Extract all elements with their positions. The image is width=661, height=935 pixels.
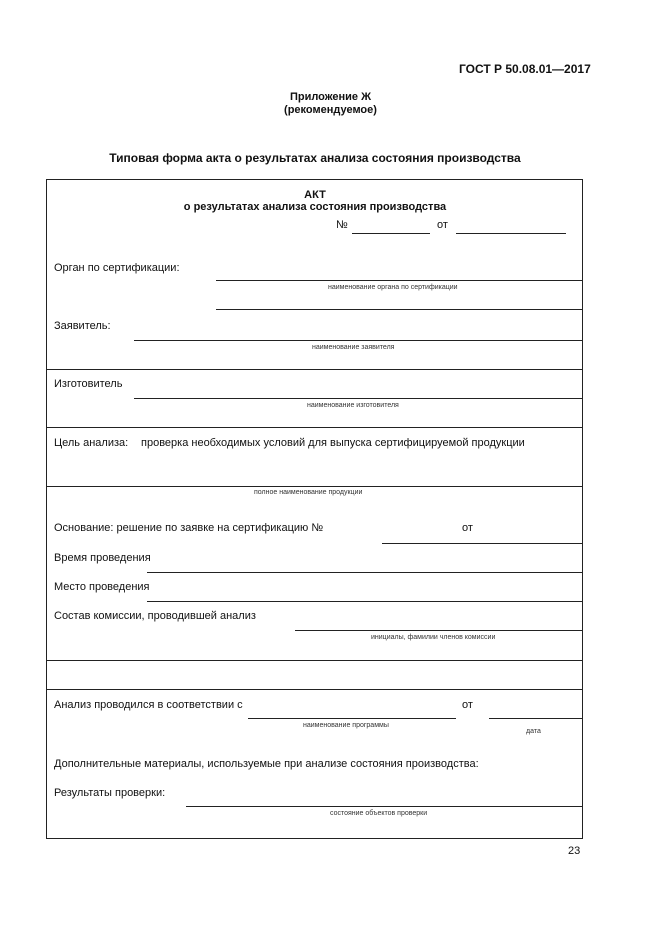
act-date-field[interactable] — [456, 233, 566, 234]
cert-body-field[interactable] — [216, 280, 582, 281]
applicant-label: Заявитель: — [54, 320, 111, 332]
act-form-frame — [46, 179, 583, 839]
act-date-label: от — [437, 219, 448, 231]
divider-1 — [46, 369, 582, 370]
act-subheading: о результатах анализа состояния производства — [183, 201, 447, 213]
divider-2 — [46, 427, 582, 428]
conducted-label: Анализ проводился в соответствии с — [54, 699, 243, 711]
page-number: 23 — [568, 845, 581, 857]
standard-code: ГОСТ Р 50.08.01—2017 — [459, 62, 591, 76]
basis-label: Основание: решение по заявке на сертификацию № — [54, 522, 324, 534]
divider-3 — [46, 689, 582, 690]
program-field[interactable] — [248, 718, 456, 719]
purpose-value: проверка необходимых условий для выпуска сертифицируемой продукции — [141, 437, 525, 449]
results-label: Результаты проверки: — [54, 787, 166, 799]
conducted-date-caption: дата — [526, 728, 541, 735]
cert-body-label: Орган по сертификации: — [54, 262, 180, 274]
manufacturer-caption: наименование изготовителя — [307, 402, 399, 409]
act-number-field[interactable] — [352, 233, 430, 234]
applicant-caption: наименование заявителя — [312, 344, 395, 351]
product-name-field[interactable] — [46, 486, 582, 487]
basis-date-label: от — [462, 522, 473, 534]
commission-caption: инициалы, фамилии членов комиссии — [371, 634, 496, 641]
form-title: Типовая форма акта о результатах анализа состояния производства — [109, 151, 521, 165]
place-label: Место проведения — [54, 581, 150, 593]
product-name-caption: полное наименование продукции — [254, 489, 363, 496]
manufacturer-label: Изготовитель — [54, 378, 123, 390]
basis-field[interactable] — [382, 543, 582, 544]
commission-label: Состав комиссии, проводившей анализ — [54, 610, 256, 622]
act-number-label: № — [336, 219, 348, 231]
place-field[interactable] — [147, 601, 582, 602]
act-heading: АКТ — [304, 189, 326, 201]
purpose-label: Цель анализа: — [54, 437, 129, 449]
cert-body-field-2[interactable] — [216, 309, 582, 310]
results-field[interactable] — [186, 806, 582, 807]
commission-field-2[interactable] — [46, 660, 582, 661]
time-label: Время проведения — [54, 552, 151, 564]
extra-materials-label: Дополнительные материалы, используемые при анализе состояния производства: — [54, 758, 479, 770]
time-field[interactable] — [147, 572, 582, 573]
conducted-date-field[interactable] — [489, 718, 582, 719]
commission-field[interactable] — [295, 630, 582, 631]
appendix-status: (рекомендуемое) — [284, 104, 377, 116]
cert-body-caption: наименование органа по сертификации — [328, 284, 458, 291]
manufacturer-field[interactable] — [134, 398, 582, 399]
conducted-date-label: от — [462, 699, 473, 711]
appendix-title: Приложение Ж — [289, 91, 372, 103]
program-caption: наименование программы — [303, 722, 389, 729]
results-caption: состояние объектов проверки — [330, 810, 428, 817]
applicant-field[interactable] — [134, 340, 582, 341]
